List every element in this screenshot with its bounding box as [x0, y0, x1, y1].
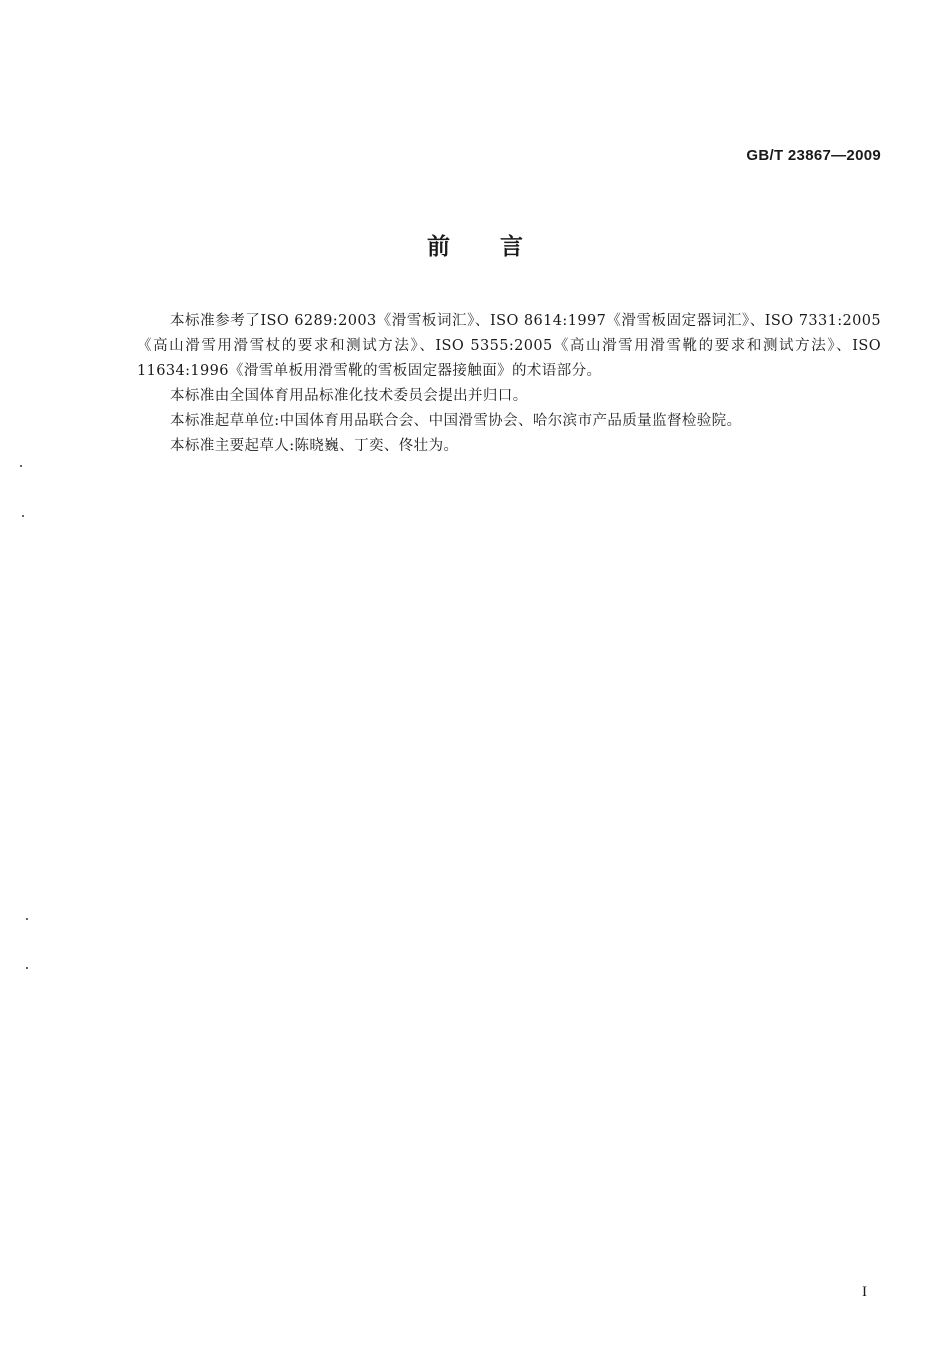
page-number: I — [862, 1284, 867, 1300]
paragraph-proposer: 本标准由全国体育用品标准化技术委员会提出并归口。 — [170, 388, 528, 404]
paragraph-drafting-units: 本标准起草单位:中国体育用品联合会、中国滑雪协会、哈尔滨市产品质量监督检验院。 — [170, 413, 742, 429]
title-char-2: 言 — [500, 234, 523, 260]
scan-speck — [22, 515, 24, 517]
scan-speck — [26, 967, 28, 969]
paragraph-drafters: 本标准主要起草人:陈晓巍、丁奕、佟壮为。 — [170, 438, 459, 454]
foreword-body — [137, 309, 881, 459]
title-char-1: 前 — [427, 234, 450, 260]
scan-speck — [26, 918, 28, 920]
paragraph-references: 本标准参考了ISO 6289:2003《滑雪板词汇》、ISO 8614:1997《滑雪板固定器词汇》、ISO 7331:2005《高山滑雪用滑雪杖的要求和测试方法》、ISO 5355:2005《高山滑雪用滑雪靴的要求和测试方法》、ISO 11634:1996《滑雪单板用滑雪靴的雪板固定器接触面》的术语部分。 — [137, 313, 881, 379]
standard-number: GB/T 23867—2009 — [746, 147, 881, 164]
scan-speck — [20, 465, 22, 467]
page-title — [0, 228, 950, 261]
